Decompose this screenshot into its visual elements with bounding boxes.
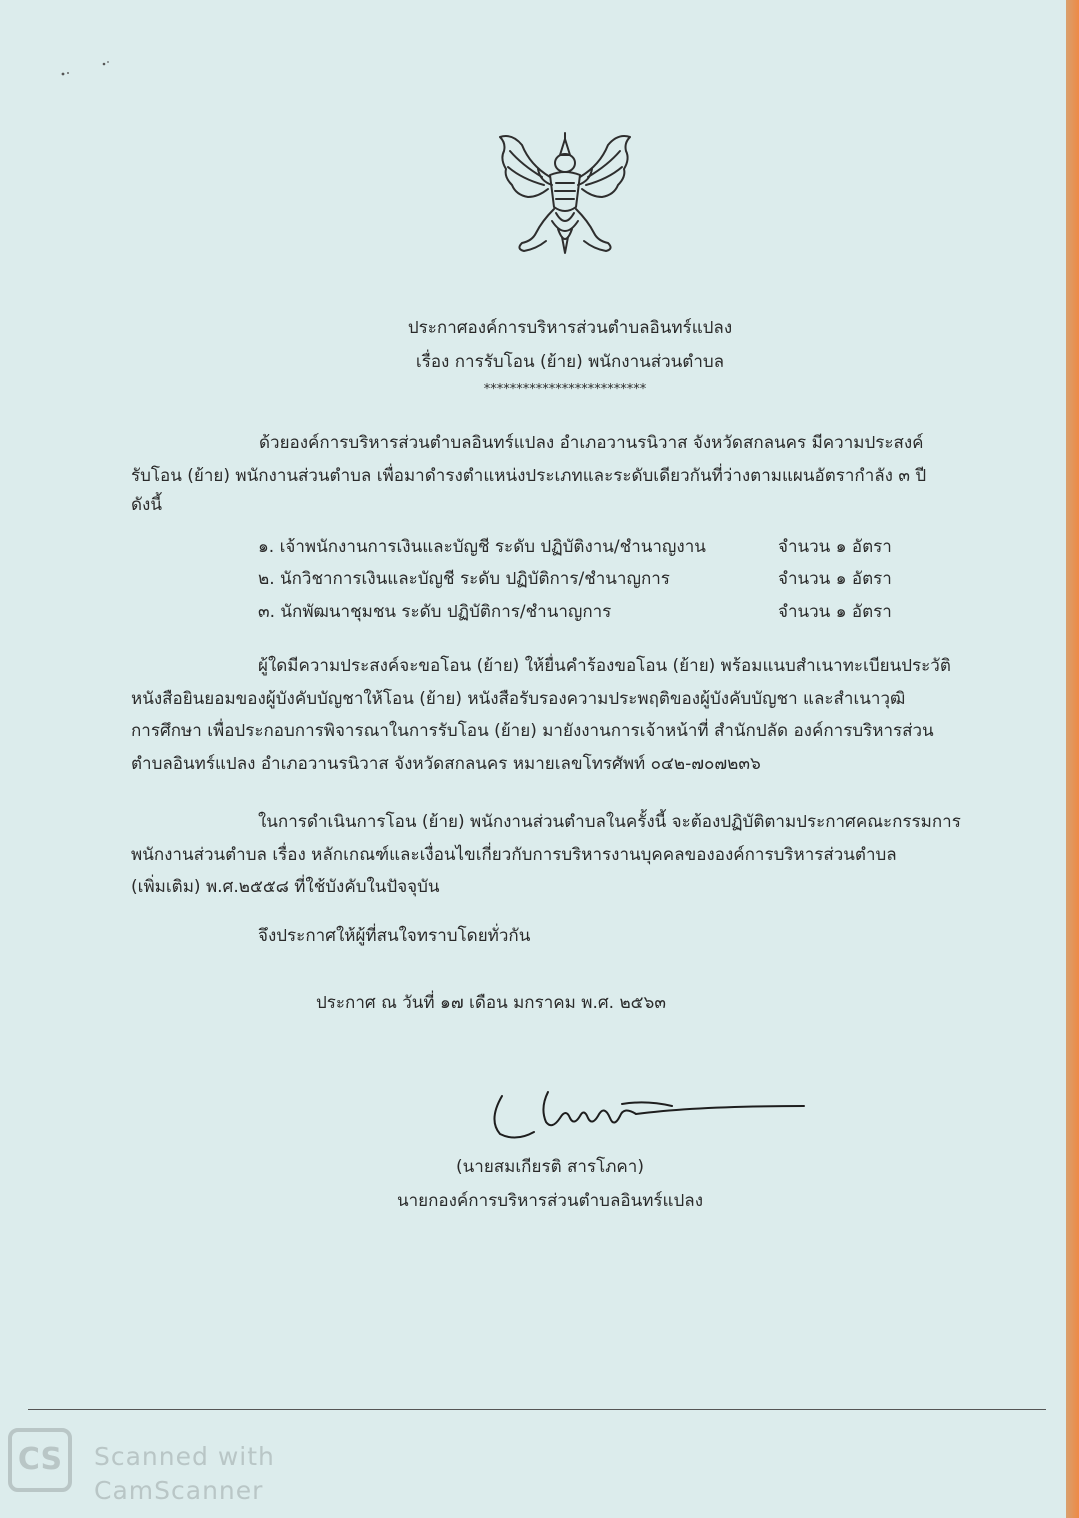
announcement-date: ประกาศ ณ วันที่ ๑๗ เดือน มกราคม พ.ศ. ๒๕๖๓ — [316, 993, 666, 1013]
signature-image — [486, 1080, 806, 1150]
application-line-3: การศึกษา เพื่อประกอบการพิจารณาในการรับโอน (ย้าย) มายังงานการเจ้าหน้าที่ สำนักปลัด องค์การบริหารส่วน — [131, 721, 934, 741]
intro-line-3: ดังนี้ — [131, 495, 162, 515]
procedure-line-1: ในการดำเนินการโอน (ย้าย) พนักงานส่วนตำบลในครั้งนี้ จะต้องปฏิบัติตามประกาศคณะกรรมการ — [258, 812, 961, 832]
footer-divider — [28, 1409, 1046, 1410]
camscanner-logo: CS — [8, 1428, 72, 1492]
document-subject: เรื่อง การรับโอน (ย้าย) พนักงานส่วนตำบล — [415, 352, 725, 372]
application-line-2: หนังสือยินยอมของผู้บังคับบัญชาให้โอน (ย้าย) หนังสือรับรองความประพฤติของผู้บังคับบัญชา และสำเนาวุฒิ — [131, 689, 906, 709]
intro-line-2: รับโอน (ย้าย) พนักงานส่วนตำบล เพื่อมาดำรงตำแหน่งประเภทและระดับเดียวกันที่ว่างตามแผนอัตรากำลัง ๓ ปี — [131, 466, 927, 486]
position-item-3: ๓. นักพัฒนาชุมชน ระดับ ปฏิบัติการ/ชำนาญการ — [258, 602, 612, 622]
procedure-line-3: (เพิ่มเติม) พ.ศ.๒๕๕๘ ที่ใช้บังคับในปัจจุบัน — [131, 877, 440, 897]
title-separator: ************************* — [483, 382, 647, 397]
intro-line-1: ด้วยองค์การบริหารส่วนตำบลอินทร์แปลง อำเภอวานรนิวาส จังหวัดสกลนคร มีความประสงค์ — [259, 433, 924, 453]
closing-statement: จึงประกาศให้ผู้ที่สนใจทราบโดยทั่วกัน — [258, 926, 531, 946]
garuda-emblem-icon — [492, 125, 638, 265]
position-item-2: ๒. นักวิชาการเงินและบัญชี ระดับ ปฏิบัติการ/ชำนาญการ — [258, 569, 670, 589]
scan-specks — [55, 58, 115, 78]
application-line-1: ผู้ใดมีความประสงค์จะขอโอน (ย้าย) ให้ยื่นคำร้องขอโอน (ย้าย) พร้อมแนบสำเนาทะเบียนประวัติ — [258, 656, 951, 676]
position-quantity-1: จำนวน ๑ อัตรา — [778, 537, 892, 557]
application-line-4: ตำบลอินทร์แปลง อำเภอวานรนิวาส จังหวัดสกลนคร หมายเลขโทรศัพท์ ๐๔๒-๗๐๗๒๓๖ — [131, 754, 761, 774]
watermark-line-1: Scanned with — [94, 1442, 275, 1471]
background-edge — [1066, 0, 1079, 1518]
position-quantity-3: จำนวน ๑ อัตรา — [778, 602, 892, 622]
signatory-name: (นายสมเกียรติ สารโภคา) — [456, 1157, 644, 1177]
signatory-position: นายกองค์การบริหารส่วนตำบลอินทร์แปลง — [396, 1191, 704, 1211]
position-quantity-2: จำนวน ๑ อัตรา — [778, 569, 892, 589]
document-title: ประกาศองค์การบริหารส่วนตำบลอินทร์แปลง — [407, 318, 733, 338]
position-item-1: ๑. เจ้าพนักงานการเงินและบัญชี ระดับ ปฏิบัติงาน/ชำนาญงาน — [258, 537, 706, 557]
procedure-line-2: พนักงานส่วนตำบล เรื่อง หลักเกณฑ์และเงื่อนไขเกี่ยวกับการบริหารงานบุคคลขององค์การบริหารส่วนตำบล — [131, 845, 897, 865]
watermark-line-2: CamScanner — [94, 1476, 264, 1505]
